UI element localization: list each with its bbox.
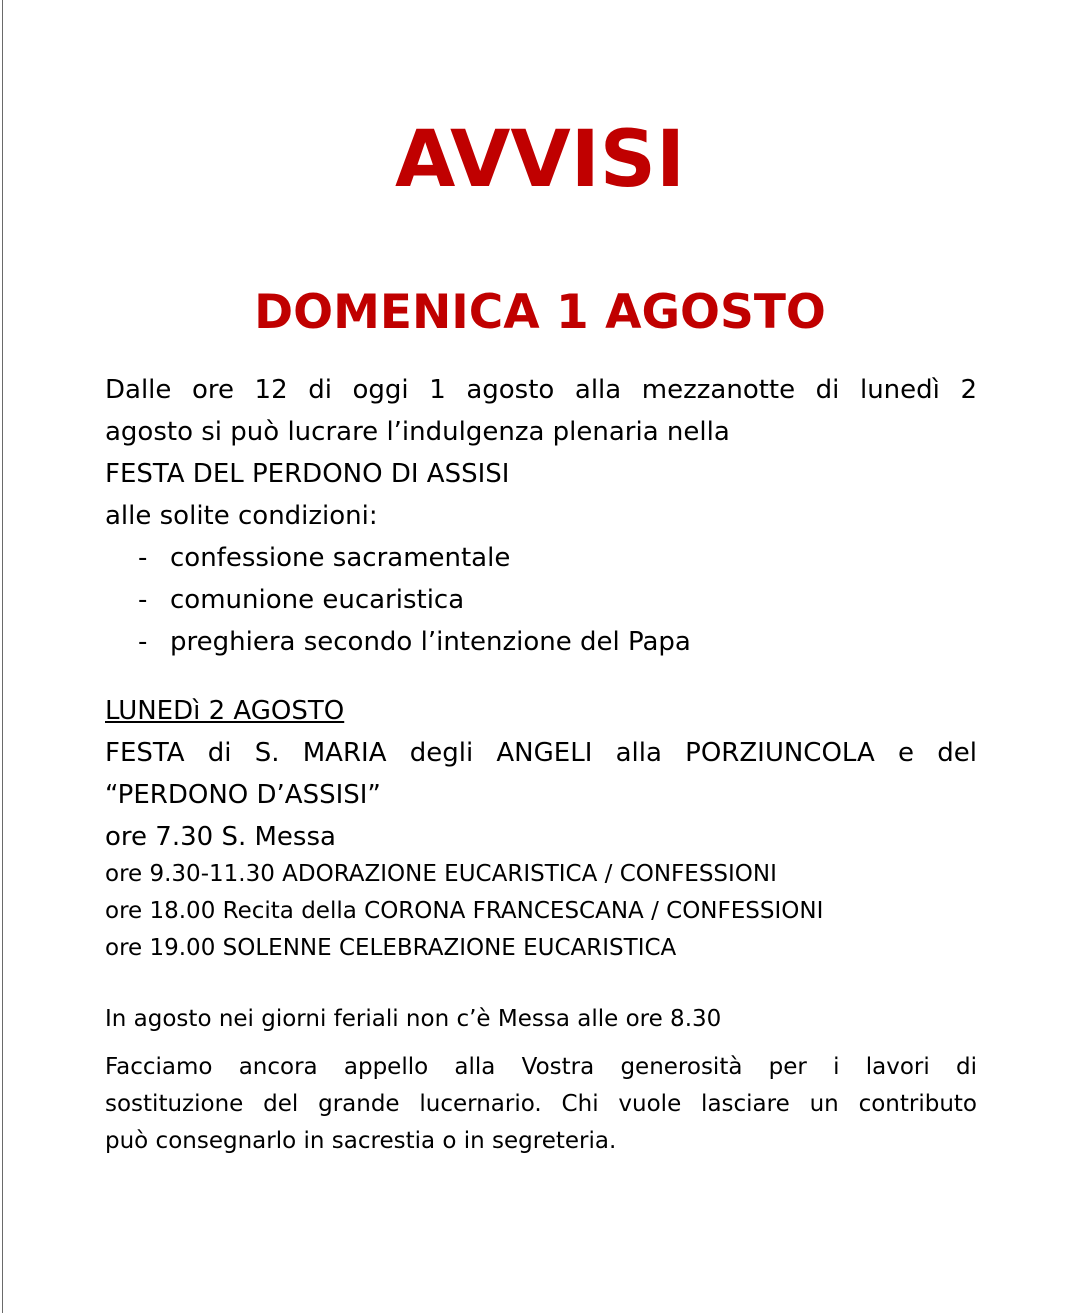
list-item-text: preghiera secondo l’intenzione del Papa xyxy=(170,627,691,657)
appeal-line-1: Facciamo ancora appello alla Vostra generosità per i lavori di xyxy=(105,1054,977,1080)
conditions-list xyxy=(138,537,938,663)
august-mass-note: In agosto nei giorni feriali non c’è Messa alle ore 8.30 xyxy=(105,1006,722,1032)
sunday-date-heading: DOMENICA 1 AGOSTO xyxy=(254,285,826,340)
monday-schedule xyxy=(105,856,977,967)
conditions-intro: alle solite condizioni: xyxy=(105,501,378,531)
notice-title: AVVISI xyxy=(394,115,686,205)
feast-line-1: FESTA di S. MARIA degli ANGELI alla PORZIUNCOLA e del xyxy=(105,738,977,768)
list-dash: - xyxy=(138,627,148,657)
morning-mass: ore 7.30 S. Messa xyxy=(105,822,336,852)
list-item xyxy=(138,537,938,579)
list-item-text: confessione sacramentale xyxy=(170,543,511,573)
donation-appeal xyxy=(105,1049,977,1160)
monday-section xyxy=(105,690,977,858)
schedule-item: ore 18.00 Recita della CORONA FRANCESCANA / CONFESSIONI xyxy=(105,898,824,924)
indulgence-paragraph xyxy=(105,369,977,537)
list-item-text: comunione eucaristica xyxy=(170,585,465,615)
list-dash: - xyxy=(138,543,148,573)
feast-name: FESTA DEL PERDONO DI ASSISI xyxy=(105,459,510,489)
appeal-line-2: sostituzione del grande lucernario. Chi vuole lasciare un contributo xyxy=(105,1091,977,1117)
intro-line-2: agosto si può lucrare l’indulgenza plenaria nella xyxy=(105,417,730,447)
intro-line-1: Dalle ore 12 di oggi 1 agosto alla mezzanotte di lunedì 2 xyxy=(105,375,977,405)
list-item xyxy=(138,621,938,663)
list-dash: - xyxy=(138,585,148,615)
list-item xyxy=(138,579,938,621)
schedule-item: ore 19.00 SOLENNE CELEBRAZIONE EUCARISTICA xyxy=(105,935,677,961)
monday-heading: LUNEDì 2 AGOSTO xyxy=(105,696,345,726)
schedule-item: ore 9.30-11.30 ADORAZIONE EUCARISTICA / CONFESSIONI xyxy=(105,861,777,887)
feast-line-2: “PERDONO D’ASSISI” xyxy=(105,780,381,810)
appeal-line-3: può consegnarlo in sacrestia o in segreteria. xyxy=(105,1128,617,1154)
